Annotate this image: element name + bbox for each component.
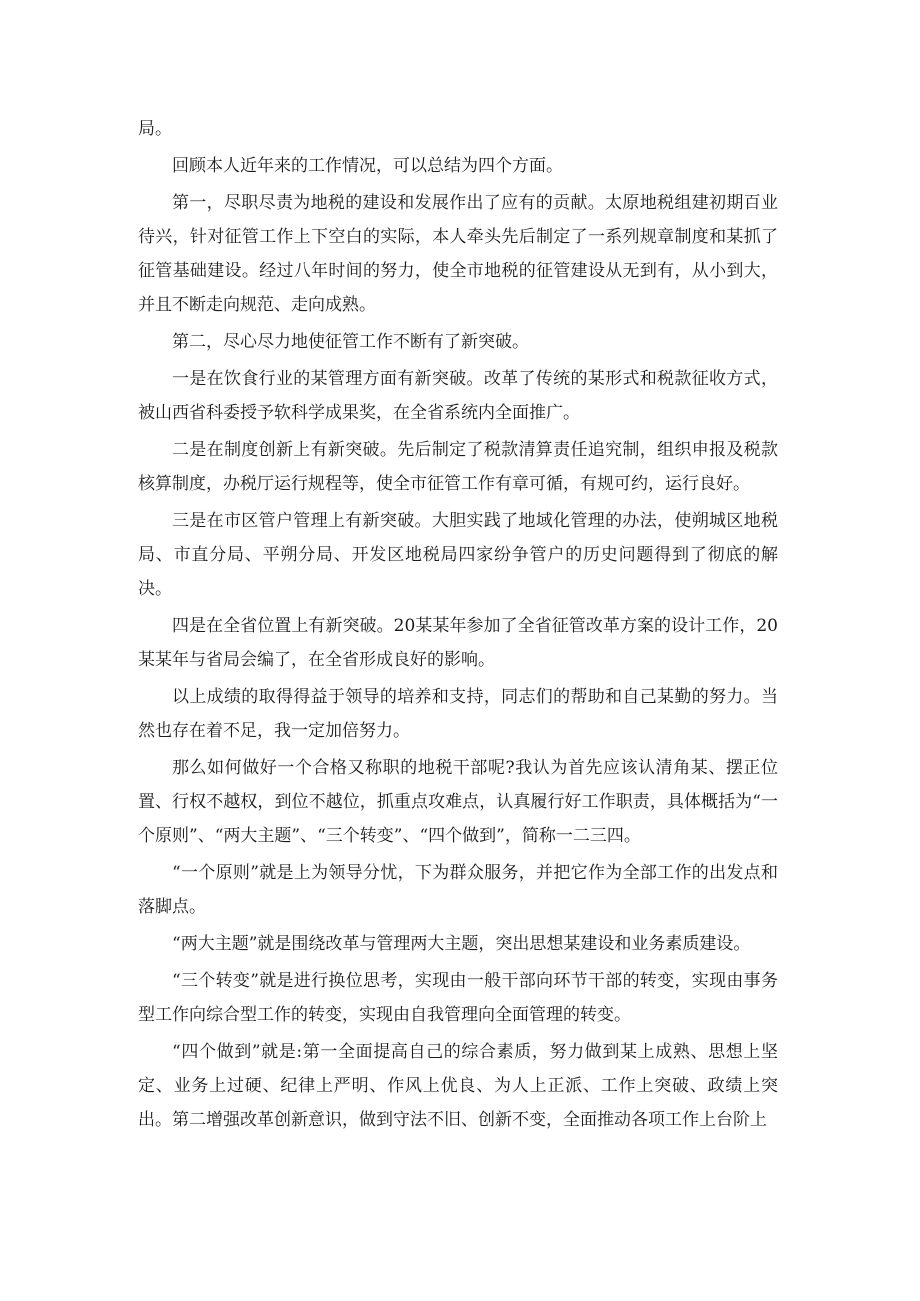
- paragraph: 三是在市区管户管理上有新突破。大胆实践了地域化管理的办法，使朔城区地税局、市直分局、平朔分局、开发区地税局四家纷争管户的历史问题得到了彻底的解决。: [138, 511, 778, 599]
- paragraph: 第一，尽职尽责为地税的建设和发展作出了应有的贡献。太原地税组建初期百业待兴，针对征管工作上下空白的实际，本人牵头先后制定了一系列规章制度和某抓了征管基础建设。经过八年时间的努力，使全市地税的征管建设从无到有，从小到大，并且不断走向规范、走向成熟。: [138, 193, 778, 315]
- paragraph: 那么如何做好一个合格又称职的地税干部呢?我认为首先应该认清角某、摆正位置、行权不越权，到位不越位，抓重点攻难点，认真履行好工作职责，具体概括为“一个原则”、“两大主题”、“三个转变”、“四个做到”，简称一二三四。: [138, 758, 778, 846]
- paragraph: “四个做到”就是:第一全面提高自己的综合素质，努力做到某上成熟、思想上坚定、业务上过硬、纪律上严明、作风上优良、为人上正派、工作上突破、政绩上突出。第二增强改革创新意识，做到守法不旧、创新不变，全面推动各项工作上台阶上: [138, 1042, 778, 1130]
- paragraph: 回顾本人近年来的工作情况，可以总结为四个方面。: [172, 156, 563, 176]
- paragraph: 四是在全省位置上有新突破。20某某年参加了全省征管改革方案的设计工作，20某某年与省局会编了，在全省形成良好的影响。: [138, 616, 778, 670]
- paragraph: 以上成绩的取得得益于领导的培养和支持，同志们的帮助和自己某勤的努力。当然也存在着不足，我一定加倍努力。: [138, 687, 778, 741]
- paragraph: “三个转变”就是进行换位思考，实现由一般干部向环节干部的转变，实现由事务型工作向综合型工作的转变，实现由自我管理向全面管理的转变。: [138, 971, 778, 1025]
- paragraph: 第二，尽心尽力地使征管工作不断有了新突破。: [172, 332, 529, 352]
- paragraph: 二是在制度创新上有新突破。先后制定了税款清算责任追究制，组织申报及税款核算制度，办税厅运行规程等，使全市征管工作有章可循，有规可约，运行良好。: [138, 440, 778, 494]
- paragraph: 一是在饮食行业的某管理方面有新突破。改革了传统的某形式和税款征收方式，被山西省科委授予软科学成果奖，在全省系统内全面推广。: [138, 369, 778, 423]
- document-body: [138, 112, 778, 1140]
- paragraph: “两大主题”就是围绕改革与管理两大主题，突出思想某建设和业务素质建设。: [172, 934, 751, 954]
- paragraph: 局。: [138, 119, 172, 139]
- paragraph: “一个原则”就是上为领导分忧，下为群众服务，并把它作为全部工作的出发点和落脚点。: [138, 863, 778, 917]
